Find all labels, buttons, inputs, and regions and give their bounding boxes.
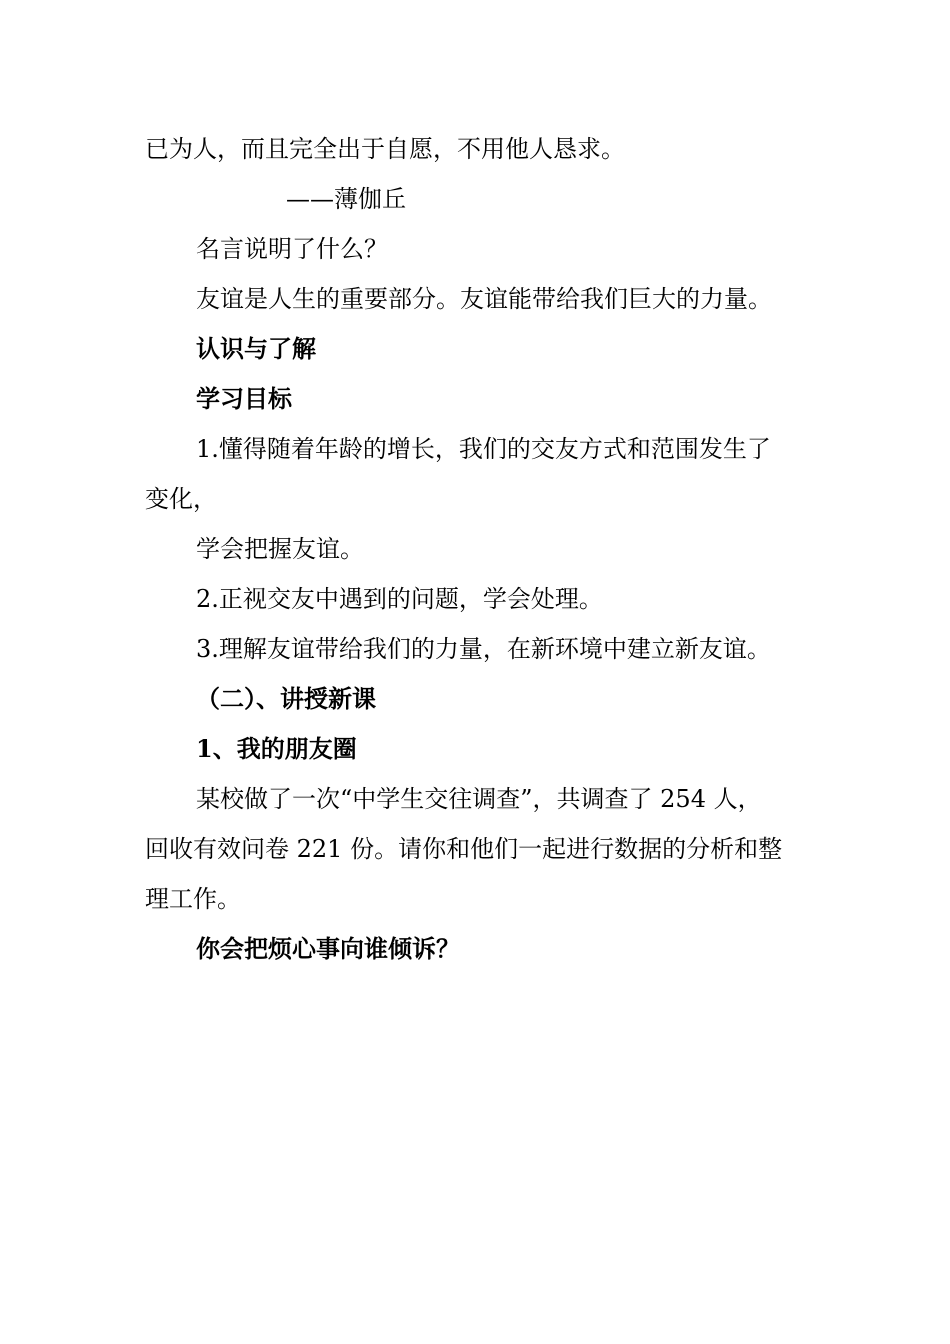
friend-circle-heading: 1、我的朋友圈 <box>196 734 357 763</box>
answer-text: 友谊是人生的重要部分。友谊能带给我们巨大的力量。 <box>196 285 772 313</box>
survey-paragraph-line-3: 理工作。 <box>145 885 241 913</box>
new-lesson-heading: （二）、讲授新课 <box>196 684 376 713</box>
objective-3: 3.理解友谊带给我们的力量，在新环境中建立新友谊。 <box>196 635 771 663</box>
quote-continuation: 已为人，而且完全出于自愿，不用他人恳求。 <box>145 135 625 163</box>
objective-1-line-1: 1.懂得随着年龄的增长，我们的交友方式和范围发生了 <box>196 435 771 463</box>
survey-paragraph-line-1: 某校做了一次“中学生交往调查”，共调查了 254 人， <box>196 785 762 813</box>
survey-question-heading: 你会把烦心事向谁倾诉？ <box>196 934 460 963</box>
question-text: 名言说明了什么？ <box>196 235 388 263</box>
quote-attribution: ——薄伽丘 <box>286 185 406 213</box>
objective-2: 2.正视交友中遇到的问题，学会处理。 <box>196 585 603 613</box>
objectives-heading: 学习目标 <box>196 384 292 413</box>
section-heading: 认识与了解 <box>196 334 316 363</box>
survey-paragraph-line-2: 回收有效问卷 221 份。请你和他们一起进行数据的分析和整 <box>145 835 783 863</box>
objective-1-line-3: 学会把握友谊。 <box>196 535 364 563</box>
objective-1-line-2: 变化， <box>145 485 217 513</box>
